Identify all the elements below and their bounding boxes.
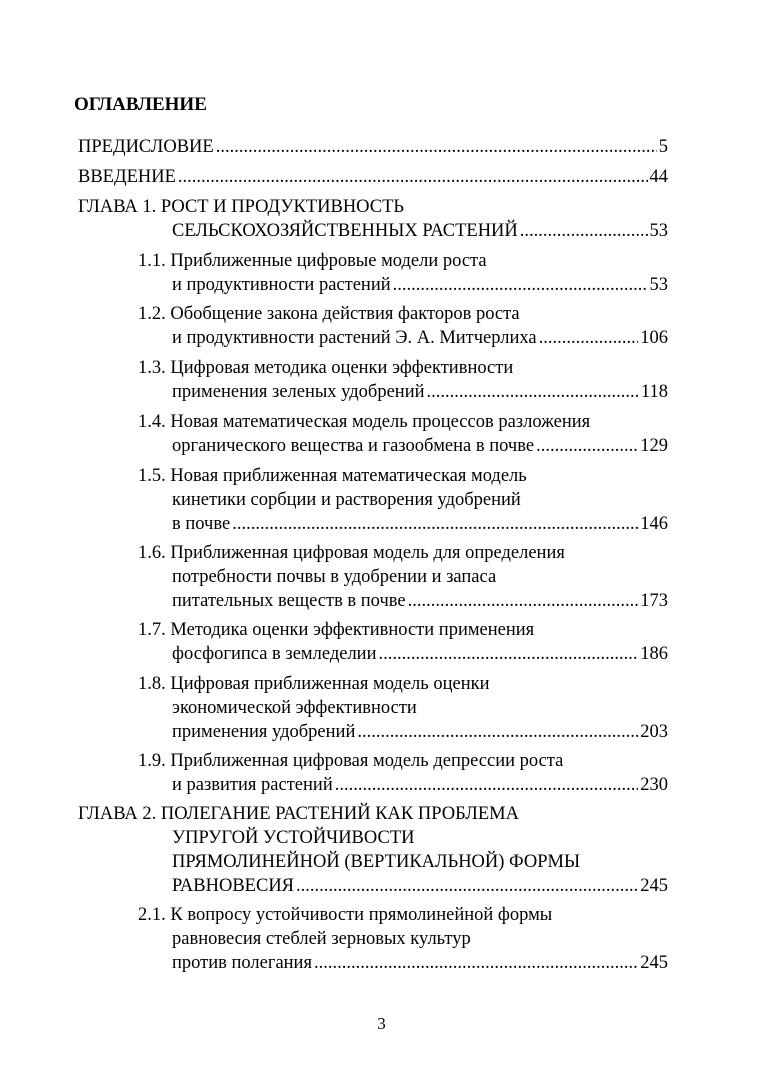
toc-entry-chapter-1[interactable] [78, 195, 668, 243]
toc-entry-title-cont: фосфогипса в земледелии [172, 644, 377, 664]
toc-entry-1-6[interactable] [138, 541, 668, 613]
toc-entry-title: 2.1. К вопросу устойчивости прямолинейной формы [138, 905, 553, 925]
toc-entry-preface[interactable] [78, 135, 668, 159]
dot-leader [536, 434, 638, 458]
toc-entry-title-cont: РАВНОВЕСИЯ [172, 876, 295, 896]
dot-leader [314, 951, 638, 975]
toc-entry-1-8[interactable] [138, 672, 668, 744]
toc-entry-1-7[interactable] [138, 618, 668, 666]
toc-entry-title-cont: равновесия стеблей зерновых культур [172, 929, 471, 949]
toc-entry-title: 1.4. Новая математическая модель процессов разложения [138, 412, 591, 432]
toc-page-number: 203 [640, 722, 668, 742]
toc-page-number: 173 [640, 591, 668, 611]
toc-entry-1-1[interactable] [138, 249, 668, 297]
toc-entry-title: ПРЕДИСЛОВИЕ [78, 137, 214, 157]
toc-entry-title: ГЛАВА 1. РОСТ И ПРОДУКТИВНОСТЬ [78, 197, 405, 217]
toc-entry-title-cont: экономической эффективности [172, 698, 417, 718]
toc-entry-title: 1.9. Приближенная цифровая модель депрессии роста [138, 751, 564, 771]
toc-heading: ОГЛАВЛЕНИЕ [74, 94, 207, 115]
toc-entry-title: 1.1. Приближенные цифровые модели роста [138, 251, 487, 271]
toc-entry-title: 1.8. Цифровая приближенная модель оценки [138, 674, 490, 694]
toc-entry-1-5[interactable] [138, 464, 668, 536]
toc-page-number: 186 [640, 644, 668, 664]
toc-page-number: 245 [640, 953, 668, 973]
dot-leader [539, 326, 639, 350]
toc-page-number: 106 [640, 328, 668, 348]
toc-entry-title: 1.2. Обобщение закона действия факторов роста [138, 304, 520, 324]
toc-entry-title: ГЛАВА 2. ПОЛЕГАНИЕ РАСТЕНИЙ КАК ПРОБЛЕМА [78, 804, 519, 824]
toc-entry-title-cont: органического вещества и газообмена в почве [172, 436, 535, 456]
toc-entry-title-cont: ПРЯМОЛИНЕЙНОЙ (ВЕРТИКАЛЬНОЙ) ФОРМЫ [172, 852, 581, 872]
toc-entry-title-cont: кинетики сорбции и растворения удобрений [172, 490, 521, 510]
dot-leader [427, 380, 639, 404]
toc-entry-title: 1.5. Новая приближенная математическая модель [138, 466, 527, 486]
toc-entry-title-cont: применения удобрений [172, 722, 356, 742]
dot-leader [393, 273, 648, 297]
toc-entry-title-cont: применения зеленых удобрений [172, 382, 425, 402]
toc-entry-2-1[interactable] [138, 903, 668, 975]
dot-leader [178, 165, 648, 189]
page-number: 3 [377, 1014, 386, 1033]
toc-page-number: 245 [640, 876, 668, 896]
toc-page-number: 146 [640, 514, 668, 534]
toc-entry-title-cont: и продуктивности растений Э. А. Митчерлиха [172, 328, 537, 348]
dot-leader [357, 720, 638, 744]
toc-entry-title-cont: в почве [172, 514, 231, 534]
dot-leader [378, 642, 638, 666]
toc-entry-title-cont: СЕЛЬСКОХОЗЯЙСТВЕННЫХ РАСТЕНИЙ [172, 221, 518, 241]
toc-page-number: 44 [649, 167, 668, 187]
dot-leader [408, 589, 639, 613]
toc-entry-title: 1.3. Цифровая методика оценки эффективности [138, 358, 514, 378]
dot-leader [520, 219, 648, 243]
toc-entry-title-cont: против полегания [172, 953, 312, 973]
toc-entry-title: 1.7. Методика оценки эффективности применения [138, 620, 535, 640]
toc-entry-introduction[interactable] [78, 165, 668, 189]
toc-page-number: 53 [649, 221, 668, 241]
toc-entry-title: ВВЕДЕНИЕ [78, 167, 176, 187]
toc-entry-title: 1.6. Приближенная цифровая модель для определения [138, 543, 565, 563]
toc-page-number: 53 [649, 275, 668, 295]
toc-entry-title-cont: УПРУГОЙ УСТОЙЧИВОСТИ [172, 828, 415, 848]
toc-entry-1-3[interactable] [138, 356, 668, 404]
toc-entry-title-cont: и развития растений [172, 775, 333, 795]
toc-entry-chapter-2[interactable] [78, 802, 668, 898]
toc-page-number: 5 [658, 137, 668, 157]
dot-leader [216, 135, 657, 159]
toc-entry-1-2[interactable] [138, 302, 668, 350]
toc-page-number: 230 [640, 775, 668, 795]
toc-page-number: 129 [640, 436, 668, 456]
toc-entry-title-cont: потребности почвы в удобрении и запаса [172, 567, 497, 587]
dot-leader [296, 874, 638, 898]
toc-entry-title-cont: и продуктивности растений [172, 275, 391, 295]
toc-entry-title-cont: питательных веществ в почве [172, 591, 406, 611]
toc-entry-1-4[interactable] [138, 410, 668, 458]
toc-page-number: 118 [640, 382, 668, 402]
dot-leader [335, 773, 639, 797]
toc-entry-1-9[interactable] [138, 749, 668, 797]
dot-leader [232, 512, 638, 536]
